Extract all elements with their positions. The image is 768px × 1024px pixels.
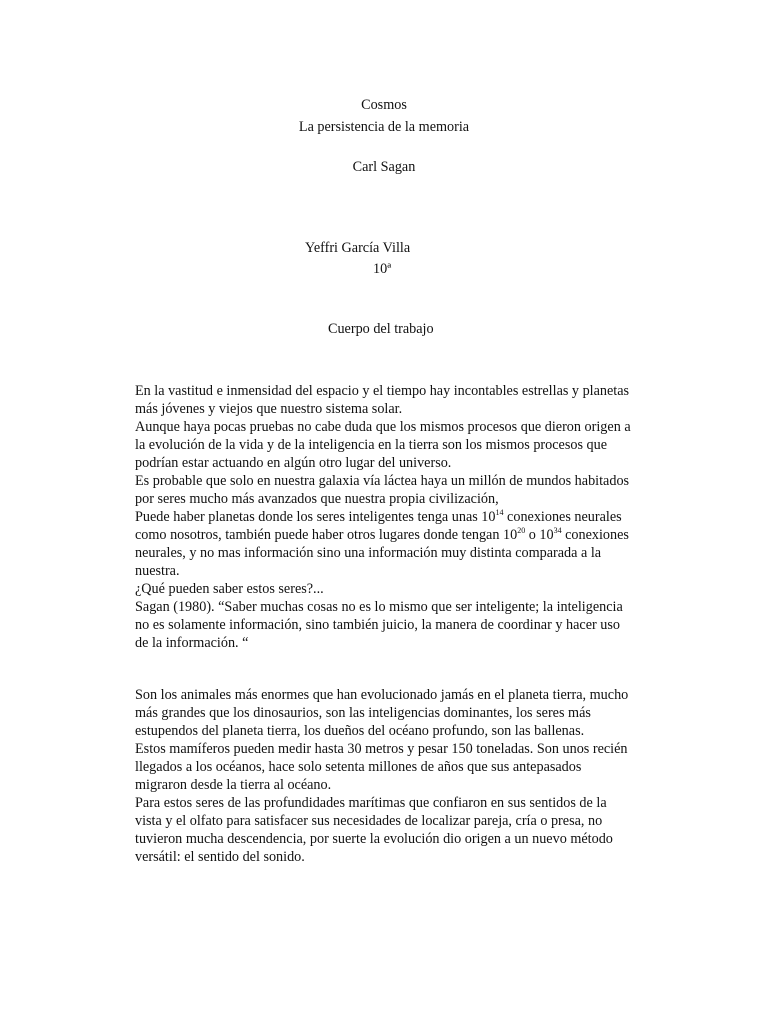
paragraph-8: Estos mamíferos pueden medir hasta 30 metros y pesar 150 toneladas. Son unos recién llegados a los océanos, hace solo setenta millones de años que sus antepasados migraron desde la tierra al océano. [135,741,628,793]
paragraph-4-text-b: conexiones neurales como nosotros, también puede haber otros lugares donde tengan 10 [135,509,622,543]
paragraph-7: Son los animales más enormes que han evolucionado jamás en el planeta tierra, mucho más grandes que los dinosaurios, son las inteligencias dominantes, los seres más estupendos del planeta tierra, los dueños del océano profundo, son las ballenas. [135,687,629,739]
exponent-34: 34 [553,526,562,535]
paragraph-4-text-c: o 10 [525,527,554,543]
student-name: Yeffri García Villa [305,240,411,256]
paragraph-4 [135,508,635,580]
quote-paragraph: Sagan (1980). “Saber muchas cosas no es lo mismo que ser inteligente; la inteligencia no es solamente información, sino también juicio, la manera de coordinar y hacer uso de la información. “ [135,599,623,651]
section-title: Cuerpo del trabajo [328,321,434,337]
document-title: Cosmos [361,97,407,113]
body-section-2 [135,686,635,866]
author-name: Carl Sagan [352,159,416,175]
paragraph-1: En la vastitud e inmensidad del espacio y el tiempo hay incontables estrellas y planetas más jóvenes y viejos que nuestro sistema solar. [135,383,630,417]
paragraph-3: Es probable que solo en nuestra galaxia vía láctea haya un millón de mundos habitados por seres mucho más avanzados que nuestra propia civilización, [135,473,630,507]
paragraph-2: Aunque haya pocas pruebas no cabe duda que los mismos procesos que dieron origen a la evolución de la vida y de la inteligencia en la tierra son los mismos procesos que podrían estar actuando en algún otro lugar del universo. [135,419,631,471]
exponent-20: 20 [517,526,526,535]
grade-label: 10ª [373,261,392,277]
exponent-14: 14 [495,508,504,517]
document-subtitle: La persistencia de la memoria [298,119,470,135]
paragraph-9: Para estos seres de las profundidades marítimas que confiaron en sus sentidos de la vista y el olfato para satisfacer sus necesidades de localizar pareja, cría o presa, no tuvieron mucha descendencia, por suerte la evolución dio origen a un nuevo método versátil: el sentido del sonido. [135,795,613,865]
paragraph-5: ¿Qué pueden saber estos seres?... [135,581,324,597]
paragraph-4-text-a: Puede haber planetas donde los seres inteligentes tenga unas 10 [135,509,496,525]
body-section-1 [135,382,635,652]
paragraph-4-text-d: conexiones neurales, y no mas información sino una información muy distinta comparada a la nuestra. [135,527,629,579]
